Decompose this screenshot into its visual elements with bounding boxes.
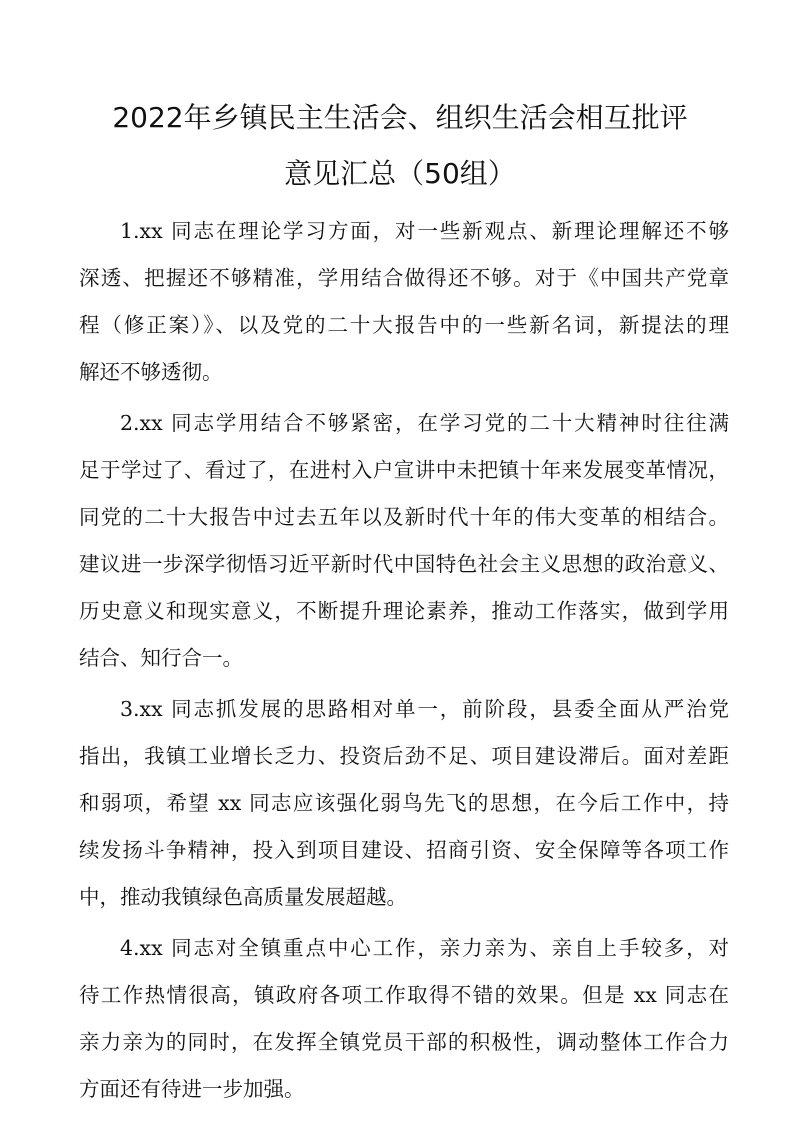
paragraph-line: 1.xx 同志在理论学习方面，对一些新观点、新理论理解还不够 [120, 219, 729, 243]
paragraph-line: 解还不够透彻。 [79, 360, 223, 384]
paragraph-line: 续发扬斗争精神，投入到项目建设、招商引资、安全保障等各项工作 [79, 838, 729, 862]
paragraph-3 [79, 686, 729, 921]
paragraph-line: 指出，我镇工业增长乏力、投资后劲不足、项目建设滞后。面对差距 [79, 744, 729, 768]
paragraph-line: 中，推动我镇绿色高质量发展超越。 [79, 885, 407, 909]
paragraph-line: 建议进一步深学彻悟习近平新时代中国特色社会主义思想的政治意义、 [79, 552, 729, 576]
document-body [79, 208, 729, 1117]
paragraph-4 [79, 925, 729, 1113]
paragraph-line: 和弱项，希望 xx 同志应该强化弱鸟先飞的思想，在今后工作中，持 [79, 791, 729, 815]
paragraph-line: 深透、把握还不够精准，学用结合做得还不够。对于《中国共产党章 [79, 266, 729, 290]
paragraph-line: 亲力亲为的同时，在发挥全镇党员干部的积极性，调动整体工作合力 [79, 1030, 729, 1054]
paragraph-line: 足于学过了、看过了，在进村入户宣讲中未把镇十年来发展变革情况， [79, 458, 729, 482]
paragraph-line: 程（修正案）》、以及党的二十大报告中的一些新名词，新提法的理 [79, 313, 729, 337]
paragraph-line: 3.xx 同志抓发展的思路相对单一，前阶段，县委全面从严治党 [120, 697, 729, 721]
paragraph-line: 历史意义和现实意义，不断提升理论素养，推动工作落实，做到学用 [79, 599, 729, 623]
document-title-line-2: 意见汇总（50组） [284, 157, 516, 190]
paragraph-line: 待工作热情很高，镇政府各项工作取得不错的效果。但是 xx 同志在 [79, 983, 729, 1007]
paragraph-2 [79, 400, 729, 682]
paragraph-line: 同党的二十大报告中过去五年以及新时代十年的伟大变革的相结合。 [79, 505, 729, 529]
paragraph-line: 方面还有待进一步加强。 [79, 1077, 305, 1101]
document-title-line-1: 2022年乡镇民主生活会、组织生活会相互批评 [112, 101, 688, 134]
paragraph-line: 2.xx 同志学用结合不够紧密，在学习党的二十大精神时往往满 [120, 411, 729, 435]
paragraph-line: 结合、知行合一。 [79, 646, 243, 670]
paragraph-1 [79, 208, 729, 396]
paragraph-line: 4.xx 同志对全镇重点中心工作，亲力亲为、亲自上手较多，对 [120, 936, 729, 960]
